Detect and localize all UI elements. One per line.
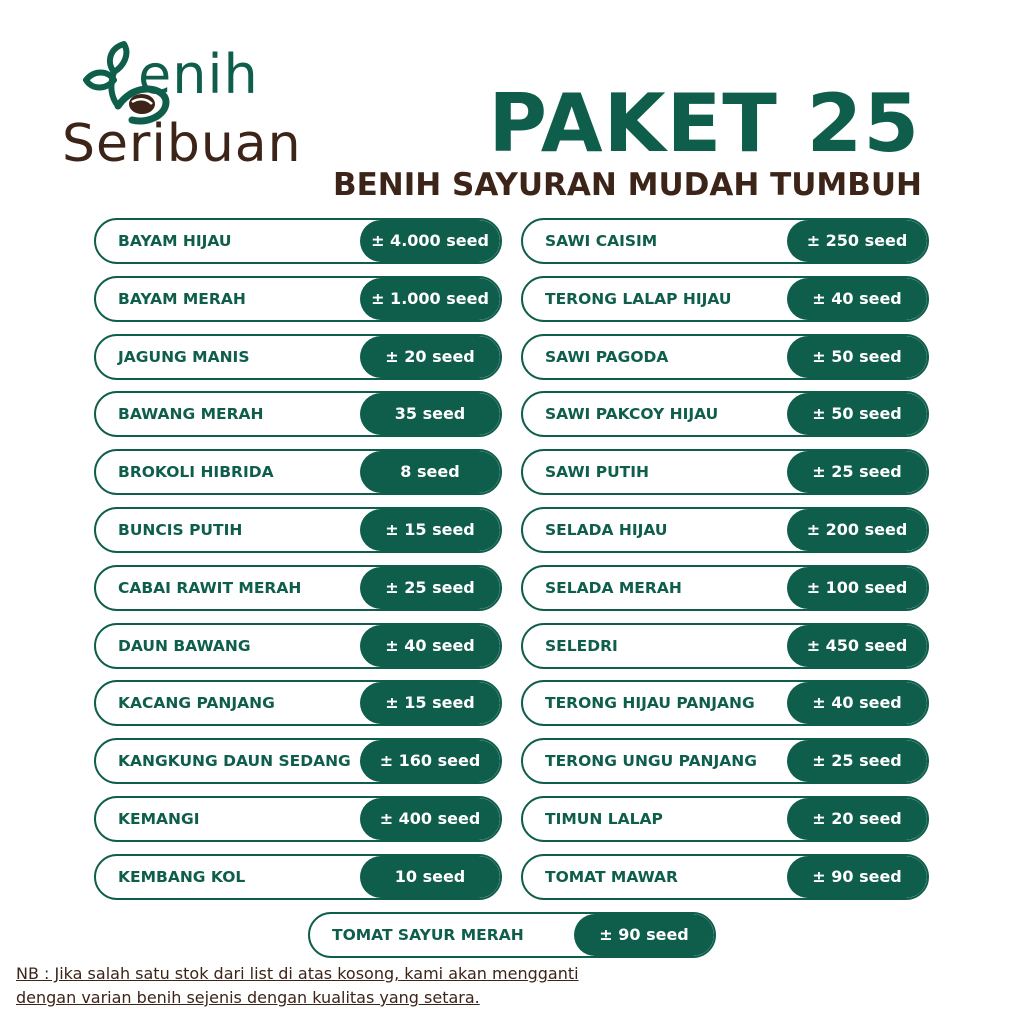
seed-item <box>521 334 929 380</box>
seed-name: TERONG LALAP HIJAU <box>545 290 732 308</box>
brand-word-seribuan: Seribuan <box>62 114 302 174</box>
seed-item <box>94 623 502 669</box>
seed-quantity-badge: 35 seed <box>360 393 500 435</box>
seed-item <box>521 218 929 264</box>
seed-quantity-badge: ± 25 seed <box>787 740 927 782</box>
seed-name: JAGUNG MANIS <box>118 348 250 366</box>
seed-item <box>94 796 502 842</box>
seed-name: TIMUN LALAP <box>545 810 663 828</box>
seed-quantity-badge: ± 50 seed <box>787 393 927 435</box>
seed-name: SAWI PAKCOY HIJAU <box>545 405 719 423</box>
footnote-line-1: NB : Jika salah satu stok dari list di atas kosong, kami akan mengganti <box>16 964 579 983</box>
seed-name: SAWI PAGODA <box>545 348 669 366</box>
seed-item <box>94 449 502 495</box>
seed-quantity-badge: ± 15 seed <box>360 682 500 724</box>
brand-word-benih: enih <box>138 43 259 106</box>
seed-name: TOMAT SAYUR MERAH <box>332 926 524 944</box>
seed-name: KEMANGI <box>118 810 200 828</box>
seed-item <box>521 565 929 611</box>
seed-name: KACANG PANJANG <box>118 694 275 712</box>
seed-item <box>308 912 716 958</box>
seed-quantity-badge: 8 seed <box>360 451 500 493</box>
seed-name: SAWI CAISIM <box>545 232 658 250</box>
seed-name: DAUN BAWANG <box>118 637 251 655</box>
seed-quantity-badge: ± 90 seed <box>787 856 927 898</box>
seed-quantity-badge: ± 40 seed <box>787 278 927 320</box>
seed-item <box>94 507 502 553</box>
seed-item <box>521 796 929 842</box>
seed-quantity-badge: ± 200 seed <box>787 509 927 551</box>
seed-quantity-badge: ± 40 seed <box>787 682 927 724</box>
seed-item <box>94 565 502 611</box>
seed-quantity-badge: ± 50 seed <box>787 336 927 378</box>
seed-item <box>521 507 929 553</box>
seed-quantity-badge: ± 4.000 seed <box>360 220 500 262</box>
seed-item <box>94 218 502 264</box>
seed-item <box>521 623 929 669</box>
seed-item <box>521 680 929 726</box>
seed-item <box>521 738 929 784</box>
seed-name: BUNCIS PUTIH <box>118 521 243 539</box>
seed-quantity-badge: ± 25 seed <box>360 567 500 609</box>
seed-quantity-badge: ± 20 seed <box>360 336 500 378</box>
seed-quantity-badge: ± 250 seed <box>787 220 927 262</box>
seed-name: TOMAT MAWAR <box>545 868 678 886</box>
seed-quantity-badge: ± 20 seed <box>787 798 927 840</box>
seed-quantity-badge: ± 90 seed <box>574 914 714 956</box>
seed-name: TERONG UNGU PANJANG <box>545 752 757 770</box>
seed-item <box>94 680 502 726</box>
seed-name: SELEDRI <box>545 637 618 655</box>
seed-name: CABAI RAWIT MERAH <box>118 579 302 597</box>
seed-name: KANGKUNG DAUN SEDANG <box>118 752 351 770</box>
seed-name: SELADA MERAH <box>545 579 682 597</box>
seed-quantity-badge: ± 1.000 seed <box>360 278 500 320</box>
seed-item <box>94 334 502 380</box>
footnote-line-2: dengan varian benih sejenis dengan kualitas yang setara. <box>16 988 480 1007</box>
seed-name: BAYAM MERAH <box>118 290 246 308</box>
seed-name: SAWI PUTIH <box>545 463 649 481</box>
seed-item <box>521 449 929 495</box>
seed-item <box>521 854 929 900</box>
seed-quantity-badge: ± 450 seed <box>787 625 927 667</box>
seed-quantity-badge: 10 seed <box>360 856 500 898</box>
page-subtitle: BENIH SAYURAN MUDAH TUMBUH <box>333 167 922 203</box>
seed-name: BAWANG MERAH <box>118 405 264 423</box>
seed-item <box>521 276 929 322</box>
seed-name: BROKOLI HIBRIDA <box>118 463 274 481</box>
seed-item <box>94 391 502 437</box>
seed-quantity-badge: ± 100 seed <box>787 567 927 609</box>
seed-quantity-badge: ± 400 seed <box>360 798 500 840</box>
seed-name: BAYAM HIJAU <box>118 232 232 250</box>
seed-name: KEMBANG KOL <box>118 868 246 886</box>
seed-item <box>94 738 502 784</box>
seed-quantity-badge: ± 40 seed <box>360 625 500 667</box>
footnote <box>16 962 579 1010</box>
seed-name: TERONG HIJAU PANJANG <box>545 694 755 712</box>
seed-quantity-badge: ± 160 seed <box>360 740 500 782</box>
seed-item <box>94 854 502 900</box>
seed-quantity-badge: ± 25 seed <box>787 451 927 493</box>
seed-name: SELADA HIJAU <box>545 521 668 539</box>
seed-quantity-badge: ± 15 seed <box>360 509 500 551</box>
page-title: PAKET 25 <box>488 77 920 170</box>
seed-item <box>521 391 929 437</box>
seed-item <box>94 276 502 322</box>
